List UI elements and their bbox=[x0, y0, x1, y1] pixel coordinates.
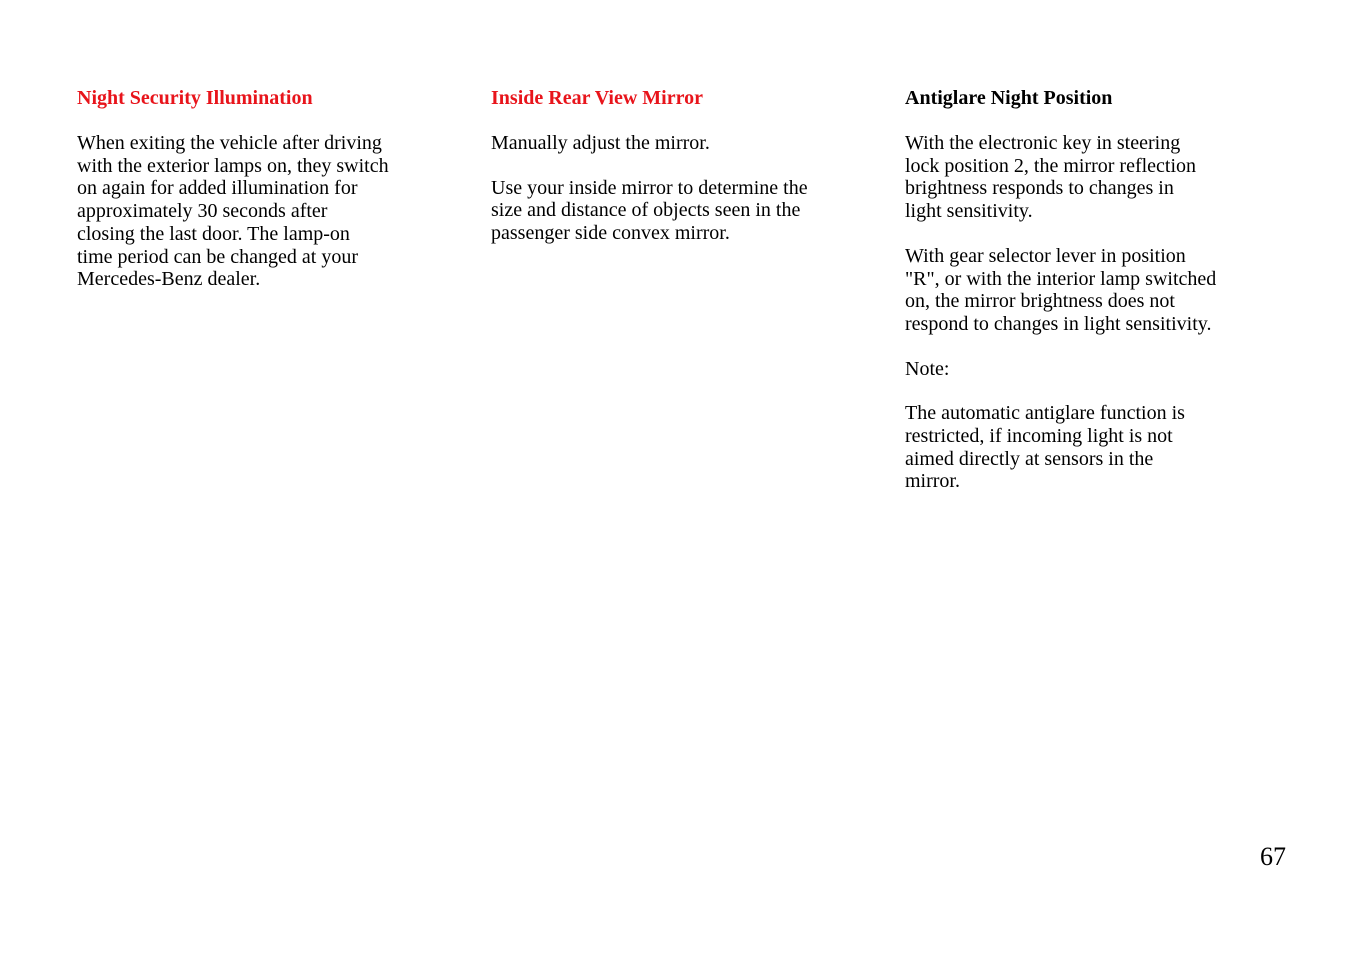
body-paragraph: The automatic antiglare function is restricted, if incoming light is not aimed directly at sensors in the mirror. bbox=[905, 402, 1185, 493]
note-label: Note: bbox=[905, 357, 950, 380]
section-heading: Night Security Illumination bbox=[77, 87, 313, 109]
column-antiglare-night-position bbox=[905, 86, 1280, 515]
body-paragraph: With the electronic key in steering lock position 2, the mirror reflection brightness responds to changes in light sensitivity. bbox=[905, 132, 1197, 223]
section-heading: Antiglare Night Position bbox=[905, 87, 1113, 109]
body-paragraph: When exiting the vehicle after driving with the exterior lamps on, they switch on again for added illumination for approximately 30 seconds after closing the last door. The lamp-on time period can be changed at your Mercedes-Benz dealer. bbox=[77, 132, 389, 291]
section-heading: Inside Rear View Mirror bbox=[491, 87, 704, 109]
column-inside-rear-view-mirror bbox=[491, 86, 863, 267]
column-night-security-illumination bbox=[77, 86, 449, 313]
body-paragraph: Use your inside mirror to determine the size and distance of objects seen in the passenger side convex mirror. bbox=[491, 176, 808, 245]
page-number: 67 bbox=[1260, 842, 1286, 871]
body-paragraph: With gear selector lever in position "R", or with the interior lamp switched on, the mirror brightness does not respond to changes in light sensitivity. bbox=[905, 244, 1217, 335]
body-paragraph: Manually adjust the mirror. bbox=[491, 132, 710, 154]
